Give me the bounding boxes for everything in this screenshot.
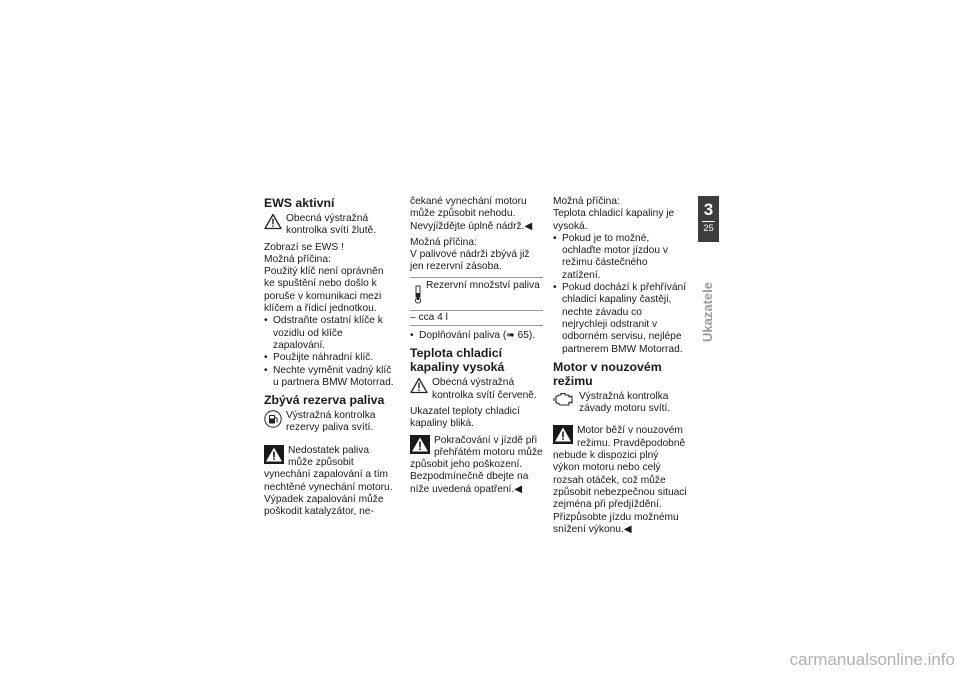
emergency-warning-note [553,425,687,511]
ews-heading: EWS aktivní [264,196,335,210]
fuel-cause-text: V palivové nádrži zbývá již jen rezervní zásoba. [410,249,530,273]
fuel-warning-continued: čekané vynechání motoru může způsobit nehodu. [410,196,527,220]
reserve-label: Rezervní množství paliva [426,279,540,291]
coolant-lamp-note [410,377,543,402]
emergency-warning-text: Motor běží v nouzovém režimu. Pravděpodobně nebude k dispozici plný výkon motoru nebo celý rozsah otáček, což může způsobit nebezpečnou situaci zejména při předjíždění. [553,425,687,511]
chapter-number: 3 [703,200,714,219]
list-item: • Doplňování paliva (➠ 65). [410,330,543,342]
fuel-action-text: Nevyjíždějte úplně nádrž.◀ [410,220,533,232]
ews-lamp-note [264,213,394,238]
fuel-lamp-note [264,410,394,435]
danger-warning-icon [410,435,430,454]
danger-warning-icon [553,425,573,444]
list-item: • Nechte vyměnit vadný klíč u partnera BMW Motorrad. [264,365,394,390]
fuel-warning-note [264,445,394,519]
column-3 [553,196,687,536]
ews-display-text: Zobrazí se EWS ! [264,241,344,253]
emergency-action-text: Přizpůsobte jízdu možnému snížení výkonu.◀ [553,511,679,535]
fuel-warning-text: Nedostatek paliva může způsobit vynechání zapalování a tím nechtěné vynechání motoru. Výpadek zapalování může poškodit katalyzátor, ne- [264,444,393,518]
reserve-value: – cca 4 l [410,311,448,323]
engine-warning-icon [553,391,575,407]
list-item: • Použijte náhradní klíč. [264,352,394,364]
emergency-mode-heading: Motor v nouzovém režimu [553,359,662,388]
ews-cause-label: Možná příčina: [264,253,331,265]
coolant-warning-note [410,435,543,472]
refuel-bullet-list [410,330,543,342]
column-2 [410,196,543,496]
general-warning-triangle-icon [264,213,282,230]
list-item: • Odstraňte ostatní klíče k vozidlu od klíče zapalování. [264,315,394,352]
coolant-action-text: Bezpodmínečně dbejte na níže uvedená opatření.◀ [410,471,529,495]
fuel-lamp-text: Výstražná kontrolka rezervy paliva svítí. [286,410,376,434]
section-title-vertical: Ukazatele [700,282,715,342]
coolant-bullet-list [553,233,687,356]
coolant-gauge-text: Ukazatel teploty chladicí kapaliny bliká. [410,405,520,430]
reserve-gauge-icon [414,285,423,309]
ews-cause-text: Použitý klíč není oprávněn ke spuštění nebo došlo k poruše v komunikaci mezi klíčem a řídicí jednotkou. [264,266,384,315]
ews-lamp-text: Obecná výstražná kontrolka svítí žlutě. [286,213,377,237]
fuel-pump-icon [264,410,282,428]
watermark: carmanualsonline.info [789,650,955,669]
fuel-cause-label: Možná příčina: [410,236,477,248]
coolant-warning-text: Pokračování v jízdě při přehřátém motoru může způsobit jeho poškození. [410,434,543,471]
chapter-tab [698,196,719,242]
column-1 [264,196,394,519]
coolant-lamp-text: Obecná výstražná kontrolka svítí červeně. [432,377,537,401]
list-item: • Pokud je to možné, ochlaďte motor jízdou v režimu částečného zatížení. [553,233,687,282]
ews-bullet-list [264,315,394,389]
coolant-cause-text: Teplota chladicí kapaliny je vysoká. [553,208,675,232]
reserve-spec-box [410,277,543,326]
page-number: 25 [703,223,714,234]
emergency-lamp-text: Výstražná kontrolka závady motoru svítí. [579,390,671,415]
list-item: • Pokud dochází k přehřívání chladicí kapaliny častěji, nechte závadu co nejrychleji odstranit v odborném servisu, nejlépe partnerem BMW Motorrad. [553,282,687,356]
emergency-lamp-note [553,391,687,416]
general-warning-triangle-icon [410,377,428,394]
danger-warning-icon [264,445,284,464]
fuel-reserve-heading: Zbývá rezerva paliva [264,393,385,408]
coolant-heading: Teplota chladicí kapaliny vysoká [410,346,505,375]
coolant-cause-label: Možná příčina: [553,196,620,207]
